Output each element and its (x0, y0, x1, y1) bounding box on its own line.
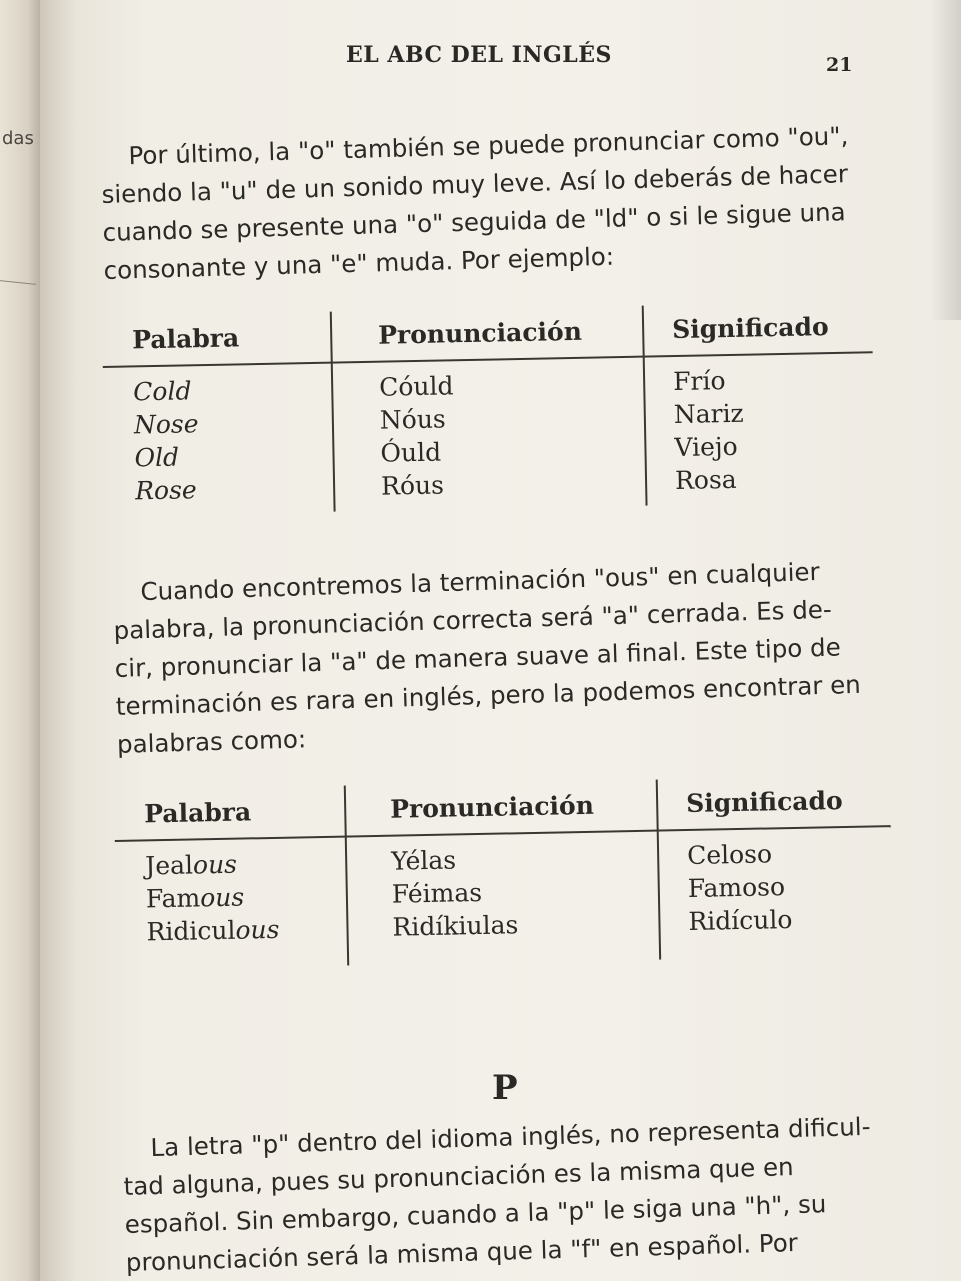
table-cell-meaning: Viejo (674, 431, 738, 463)
column-header-palabra: Palabra (131, 323, 240, 355)
vocabulary-table-ou (102, 311, 876, 516)
paragraph-ous (112, 551, 885, 764)
paragraph-line: siendo la "u" de un sonido muy leve. Así lo deberás de hacer (101, 159, 849, 209)
paragraph-line: palabra, la pronunciación correcta será "a" cerrada. Es de- (113, 594, 833, 645)
column-significado (673, 364, 745, 497)
paragraph-o-ou (100, 117, 864, 290)
table-cell-word (146, 913, 280, 949)
table-cell-word (146, 880, 280, 916)
adjacent-page-edge (0, 0, 40, 1281)
column-divider (642, 306, 648, 506)
table-header-rule (103, 351, 873, 368)
column-divider (344, 786, 349, 966)
table-cell-meaning: Famoso (687, 872, 786, 903)
paragraph-line: terminación es rara en inglés, pero la podemos encontrar en (115, 669, 862, 721)
word-stem: Jeal (144, 850, 194, 881)
paragraph-line: tad alguna, pues su pronunciación es la misma que en (123, 1152, 794, 1201)
table-cell-pronunciation: Cóuld (378, 371, 454, 402)
column-header-palabra: Palabra (143, 797, 252, 829)
paragraph-line: consonante y una "e" muda. Por ejemplo: (103, 241, 615, 285)
paragraph-line: cuando se presente una "o" seguida de "ld" o si le sigue una (102, 197, 846, 247)
paragraph-letter-p (122, 1107, 896, 1281)
section-heading-letter: P (492, 1068, 518, 1108)
table-cell-word: Nose (133, 409, 199, 440)
book-page (40, 0, 961, 1281)
table-cell-pronunciation: Yélas (390, 845, 457, 876)
column-palabra (133, 374, 200, 507)
table-cell-meaning: Celoso (686, 839, 773, 871)
table-cell-pronunciation: Féimas (391, 877, 483, 909)
table-cell-meaning: Frío (672, 366, 726, 397)
table-cell-pronunciation: Ridíkiulas (392, 910, 519, 942)
column-divider (330, 312, 336, 512)
word-suffix: ous (192, 849, 238, 880)
word-suffix: ous (235, 914, 280, 945)
table-cell-meaning: Nariz (673, 398, 744, 430)
column-divider (656, 780, 661, 960)
column-header-pronunciacion: Pronunciación (389, 790, 595, 824)
paragraph-line: español. Sin embargo, cuando a la "p" le siga una "h", su (124, 1189, 827, 1239)
word-stem: Fam (145, 883, 201, 914)
table-cell-pronunciation: Óuld (380, 437, 442, 468)
table-cell-meaning: Rosa (674, 464, 737, 496)
column-pronunciacion (379, 369, 456, 502)
adjacent-page-text-fragment: das (2, 128, 34, 149)
table-cell-pronunciation: Nóus (379, 404, 446, 435)
word-stem: Ridicul (146, 915, 236, 947)
table-cell-word: Old (134, 442, 180, 473)
table-cell-word: Cold (132, 376, 192, 407)
table-cell-word (145, 847, 279, 883)
paragraph-line: palabras como: (116, 724, 307, 759)
running-title: EL ABC DEL INGLÉS (346, 42, 612, 68)
table-cell-word: Rose (134, 475, 197, 506)
page-number: 21 (826, 54, 853, 76)
paragraph-line: pronunciación será la misma que la "f" en español. Por (125, 1228, 799, 1277)
vocabulary-table-ous (114, 785, 893, 970)
paragraph-line: Cuando encontremos la terminación "ous" en cualquier (140, 557, 820, 607)
page-shadow (931, 0, 961, 320)
column-pronunciacion (391, 842, 519, 943)
column-significado (687, 837, 793, 938)
paragraph-line: Por último, la "o" también se puede pronunciar como "ou", (128, 121, 849, 171)
table-cell-meaning: Ridículo (688, 905, 793, 936)
paragraph-line: cir, pronunciar la "a" de manera suave al final. Este tipo de (114, 632, 842, 683)
paragraph-line: La letra "p" dentro del idioma inglés, no representa dificul- (150, 1111, 871, 1163)
column-header-significado: Significado (685, 786, 843, 819)
column-header-pronunciacion: Pronunciación (377, 316, 583, 350)
adjacent-page-rule (0, 280, 36, 285)
column-header-significado: Significado (671, 312, 829, 345)
word-suffix: ous (199, 882, 245, 913)
column-palabra (145, 847, 280, 949)
table-cell-pronunciation: Róus (380, 470, 445, 501)
